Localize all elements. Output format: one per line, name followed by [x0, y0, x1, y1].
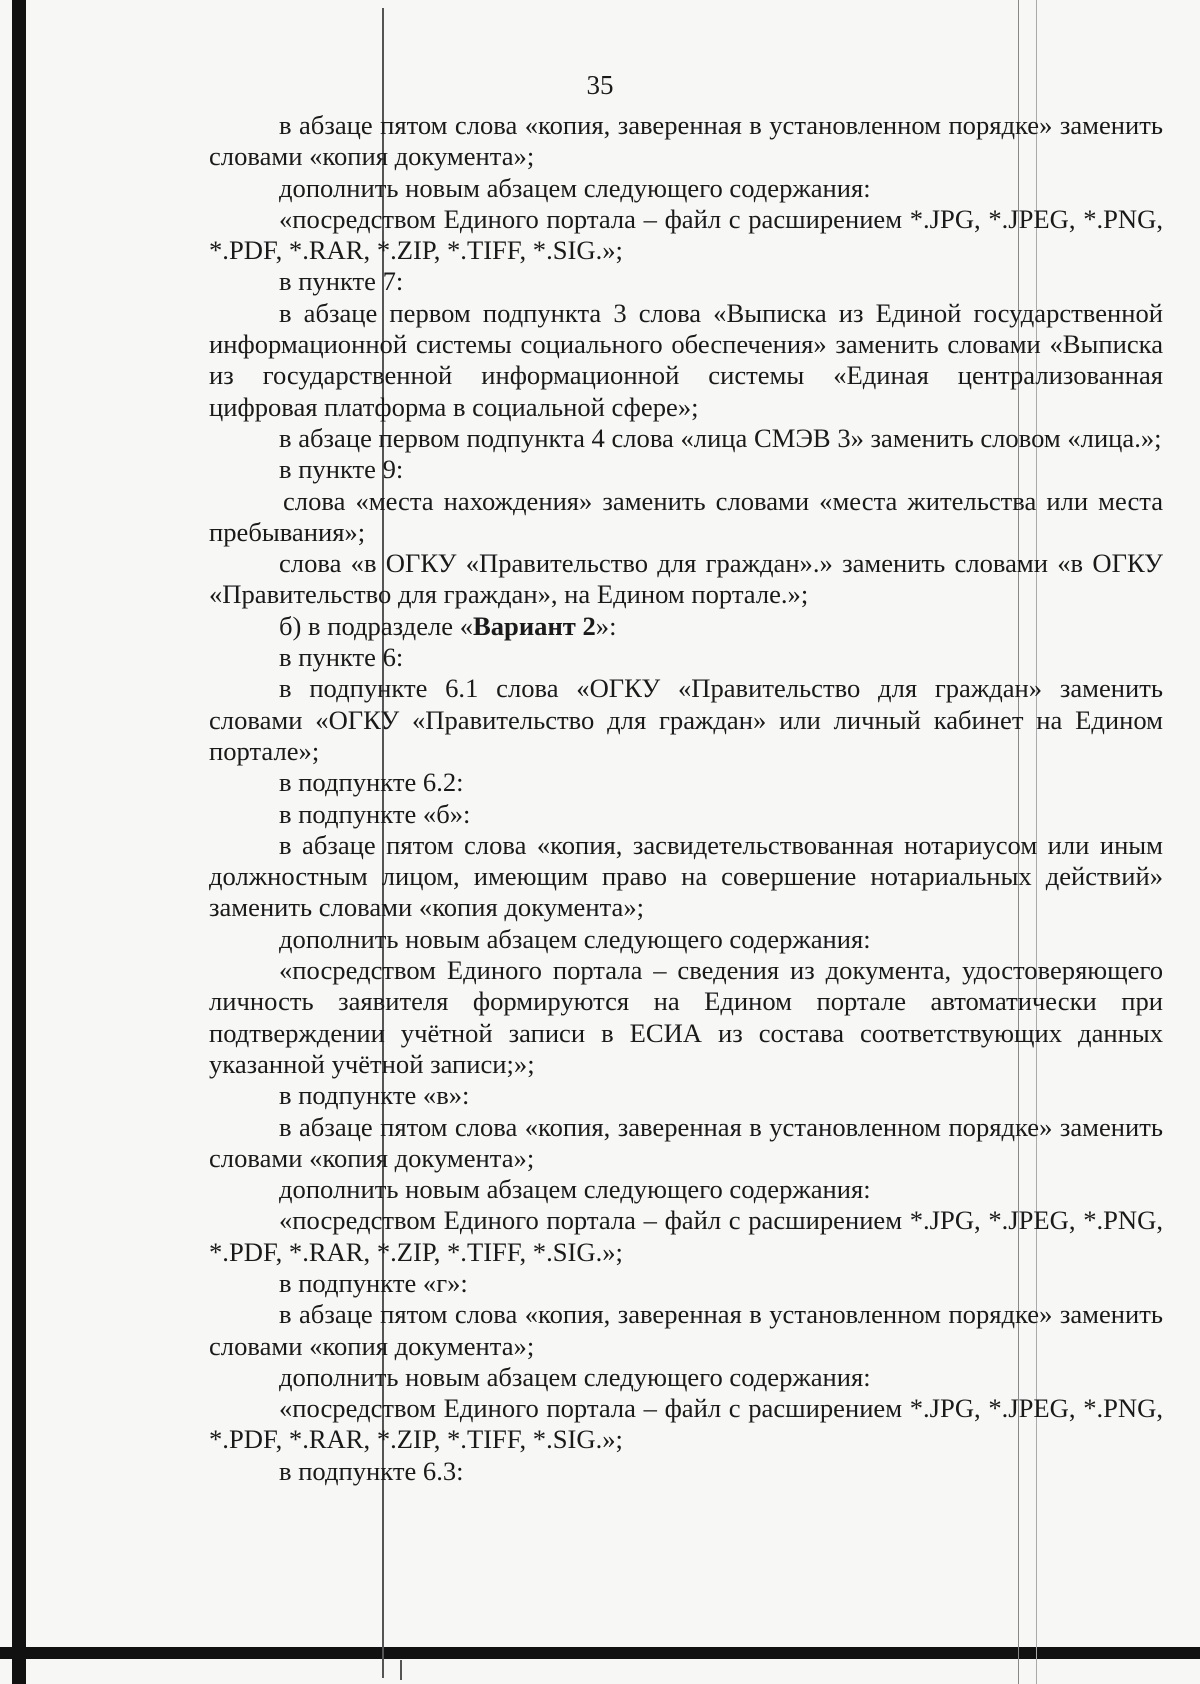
- subsection-suffix: »:: [595, 610, 617, 641]
- paragraph: в пункте 7:: [279, 266, 404, 297]
- paragraph: «посредством Единого портала – сведения из документа, удостоверяющего личность заявителя формируются на Едином портале автоматически при подтверждении учётной записи в ЕСИА из состава соответствующих данных указанной учётной записи;»;: [209, 955, 1163, 1079]
- paragraph: дополнить новым абзацем следующего содержания:: [279, 923, 871, 954]
- paragraph: в подпункте 6.1 слова «ОГКУ «Правительство для граждан» заменить словами «ОГКУ «Правительство для граждан» или личный кабинет на Едином портале»;: [209, 673, 1163, 766]
- paragraph: в абзаце пятом слова «копия, заверенная в установленном порядке» заменить словами «копия документа»;: [209, 1111, 1163, 1173]
- paragraph: дополнить новым абзацем следующего содержания:: [279, 1174, 871, 1205]
- scan-border-bottom: [0, 1647, 1200, 1659]
- page-number: 35: [586, 70, 614, 100]
- paragraph: слова «места нахождения» заменить словами «места жительства или места пребывания»;: [209, 485, 1163, 547]
- paragraph: в подпункте «г»:: [279, 1267, 468, 1298]
- paragraph: в подпункте «б»:: [279, 798, 471, 829]
- paragraph: в пункте 6:: [279, 642, 404, 673]
- paragraph: в абзаце пятом слова «копия, засвидетельствованная нотариусом или иным должностным лицом, имеющим право на совершение нотариальных действий» заменить словами «копия документа»;: [209, 829, 1163, 923]
- paragraph: в абзаце первом подпункта 4 слова «лица СМЭВ 3» заменить словом «лица.»;: [279, 422, 1162, 453]
- paragraph: дополнить новым абзацем следующего содержания:: [279, 1361, 871, 1392]
- paragraph: в абзаце первом подпункта 3 слова «Выписка из Единой государственной информационной системы социального обеспечения» заменить словами «Выписка из государственной информационной системы «Единая централизованная цифровая платформа в социальной сфере»;: [209, 297, 1163, 422]
- paragraph-subsection-heading: [209, 611, 1163, 642]
- subsection-title: Вариант 2: [473, 610, 596, 641]
- paragraph: в подпункте 6.2:: [279, 767, 464, 798]
- document-body: [209, 110, 1163, 1487]
- paragraph: в абзаце пятом слова «копия, заверенная в установленном порядке» заменить словами «копия документа»;: [209, 110, 1163, 172]
- paragraph: «посредством Единого портала – файл с расширением *.JPG, *.JPEG, *.PNG, *.PDF, *.RAR, *.ZIP, *.TIFF, *.SIG.»;: [209, 203, 1163, 266]
- paragraph: «посредством Единого портала – файл с расширением *.JPG, *.JPEG, *.PNG, *.PDF, *.RAR, *.ZIP, *.TIFF, *.SIG.»;: [209, 1205, 1163, 1267]
- paragraph: в пункте 9:: [279, 454, 404, 485]
- paragraph: «посредством Единого портала – файл с расширением *.JPG, *.JPEG, *.PNG, *.PDF, *.RAR, *.ZIP, *.TIFF, *.SIG.»;: [209, 1393, 1163, 1455]
- subsection-prefix: б) в подразделе «: [279, 610, 474, 641]
- paragraph: в подпункте «в»:: [279, 1080, 470, 1111]
- paragraph: в абзаце пятом слова «копия, заверенная в установленном порядке» заменить словами «копия документа»;: [209, 1299, 1163, 1361]
- paragraph: слова «в ОГКУ «Правительство для граждан».» заменить словами «в ОГКУ «Правительство для граждан», на Едином портале.»;: [209, 548, 1163, 610]
- scan-artifact-line: [400, 1660, 402, 1680]
- scan-border-left: [12, 0, 26, 1684]
- paragraph: дополнить новым абзацем следующего содержания:: [279, 172, 871, 203]
- paragraph: в подпункте 6.3:: [279, 1455, 464, 1486]
